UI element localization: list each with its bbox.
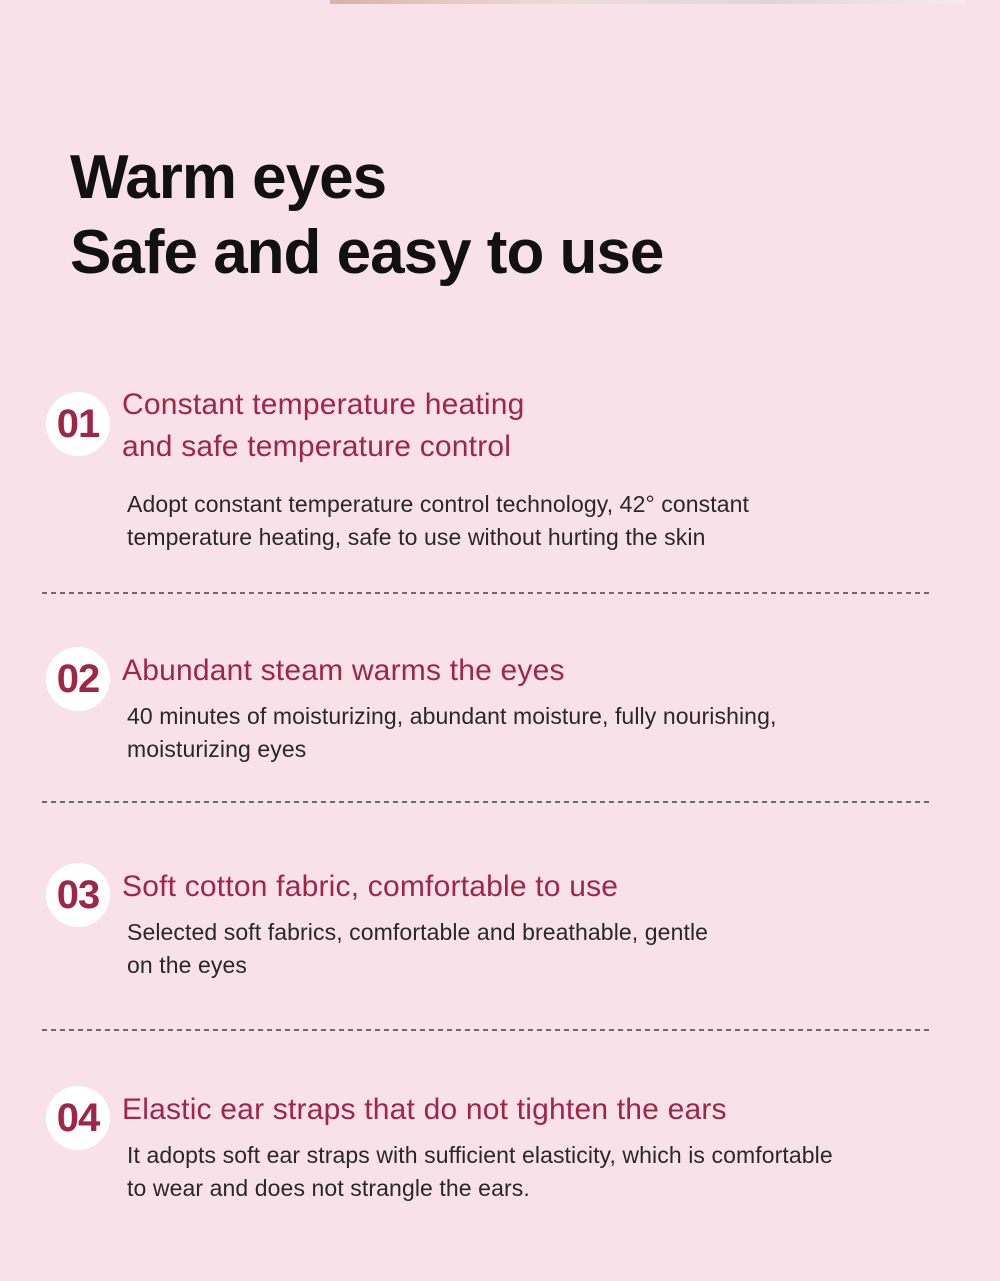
page-title-line1: Warm eyes: [70, 143, 387, 212]
feature-description-line1: Selected soft fabrics, comfortable and breathable, gentle: [127, 919, 709, 945]
feature-title-line1: Constant temperature heating: [122, 388, 525, 421]
feature-title: [122, 650, 776, 692]
number-label: 01: [56, 401, 100, 446]
feature-section-2: [46, 650, 960, 766]
feature-title: [122, 866, 708, 908]
feature-title-line1: Soft cotton fabric, comfortable to use: [122, 870, 619, 903]
page-title-line2: Safe and easy to use: [70, 218, 664, 287]
number-badge-01: [46, 392, 110, 456]
feature-description-line2: to wear and does not strangle the ears.: [127, 1175, 530, 1201]
number-label: 04: [56, 1095, 100, 1140]
feature-content: [122, 650, 776, 766]
feature-title: [122, 384, 749, 468]
feature-description: [122, 488, 749, 554]
feature-description-line2: temperature heating, safe to use without hurting the skin: [127, 524, 706, 550]
page-title: [70, 140, 663, 290]
feature-title-line2: and safe temperature control: [122, 430, 512, 463]
feature-content: [122, 384, 749, 554]
feature-description: [122, 1139, 833, 1205]
feature-title: [122, 1089, 833, 1131]
feature-section-4: [46, 1089, 960, 1205]
feature-content: [122, 1089, 833, 1205]
feature-description-line1: 40 minutes of moisturizing, abundant moisture, fully nourishing,: [127, 703, 777, 729]
feature-section-3: [46, 866, 960, 982]
feature-section-1: [46, 384, 960, 554]
feature-description-line1: It adopts soft ear straps with sufficient elasticity, which is comfortable: [127, 1142, 833, 1168]
number-badge-04: [46, 1086, 110, 1150]
dashed-divider: [42, 801, 930, 803]
feature-title-line1: Abundant steam warms the eyes: [122, 654, 565, 687]
number-badge-02: [46, 647, 110, 711]
feature-title-line1: Elastic ear straps that do not tighten the ears: [122, 1093, 727, 1126]
feature-description-line2: on the eyes: [127, 952, 248, 978]
dashed-divider: [42, 592, 930, 594]
number-label: 03: [56, 872, 100, 917]
photo-edge-strip: [330, 0, 965, 4]
feature-description: [122, 700, 776, 766]
feature-description-line1: Adopt constant temperature control technology, 42° constant: [127, 491, 749, 517]
number-label: 02: [56, 656, 100, 701]
feature-description: [122, 916, 708, 982]
dashed-divider: [42, 1029, 930, 1031]
feature-content: [122, 866, 708, 982]
number-badge-03: [46, 863, 110, 927]
feature-description-line2: moisturizing eyes: [127, 736, 307, 762]
